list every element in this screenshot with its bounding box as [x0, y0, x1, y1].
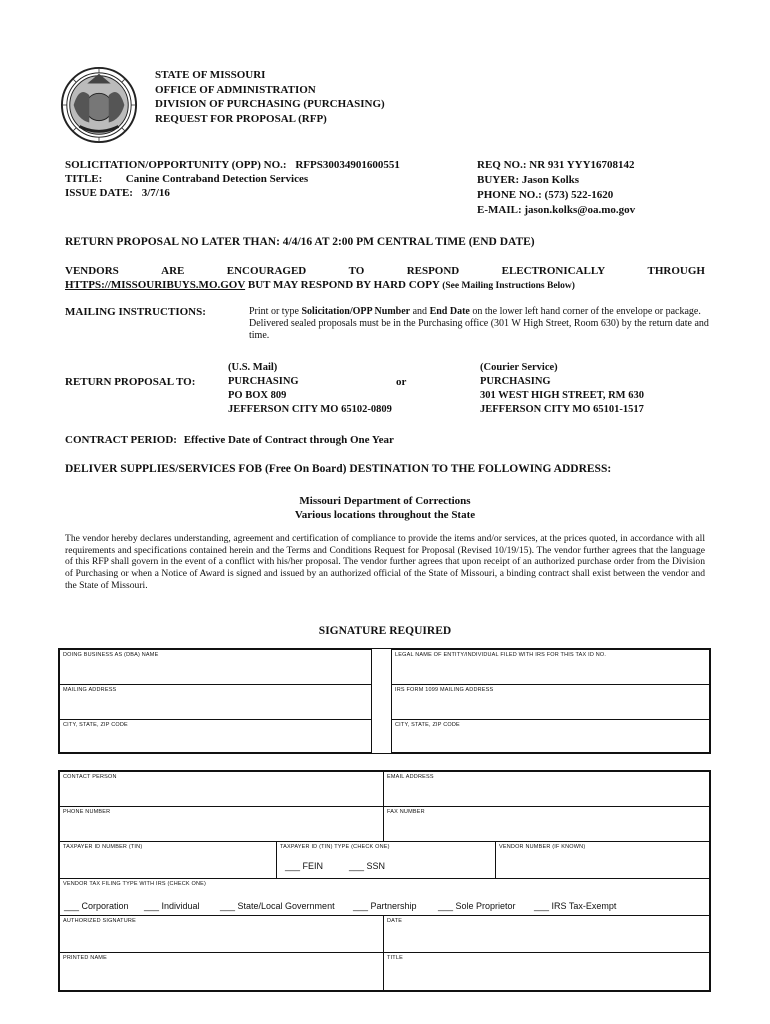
- ssn-checkbox[interactable]: ___ SSN: [349, 861, 386, 871]
- destination-line: Various locations throughout the State: [294, 509, 476, 521]
- field-label: AUTHORIZED SIGNATURE: [63, 918, 136, 924]
- opp-value: RFPS30034901600551: [295, 159, 400, 171]
- deliver-heading: DELIVER SUPPLIES/SERVICES FOB (Free On Board) DESTINATION TO THE FOLLOWING ADDRESS:: [65, 463, 612, 475]
- issue-date-value: 3/7/16: [141, 187, 170, 199]
- city-state-zip-field[interactable]: [59, 719, 372, 753]
- field-label: CITY, STATE, ZIP CODE: [63, 722, 128, 728]
- notice-word: VENDORS: [65, 265, 119, 277]
- org-line: OFFICE OF ADMINISTRATION: [155, 83, 316, 96]
- field-label: EMAIL ADDRESS: [387, 774, 434, 780]
- field-label: VENDOR TAX FILING TYPE WITH IRS (CHECK ONE): [63, 881, 207, 887]
- printed-name-field[interactable]: [59, 952, 384, 991]
- taxpayer-id-field[interactable]: [59, 841, 277, 879]
- filing-option-partnership[interactable]: ___ Partnership: [353, 901, 417, 911]
- filing-option-government[interactable]: ___ State/Local Government: [220, 901, 335, 911]
- vendors-notice-line1: [65, 264, 705, 278]
- address-line: (Courier Service): [480, 362, 558, 373]
- field-label: VENDOR NUMBER (IF KNOWN): [499, 844, 586, 850]
- courier-address: [480, 361, 644, 417]
- opp-number-line: [65, 158, 400, 172]
- contract-period-value: Effective Date of Contract through One Year: [183, 434, 394, 446]
- solicitation-info: [65, 158, 400, 200]
- date-field[interactable]: [383, 915, 710, 953]
- issue-date-label: ISSUE DATE:: [65, 187, 133, 199]
- mailing-instructions-label: MAILING INSTRUCTIONS:: [65, 306, 206, 318]
- signature-required-heading: SIGNATURE REQUIRED: [318, 625, 452, 637]
- address-line: PURCHASING: [228, 376, 299, 387]
- notice-word: ARE: [161, 265, 185, 277]
- us-mail-address: [228, 361, 392, 417]
- title-field[interactable]: [383, 952, 710, 991]
- buyer-label: BUYER:: [477, 174, 520, 186]
- vendor-contact-form: [58, 770, 711, 992]
- address-line: 301 WEST HIGH STREET, RM 630: [480, 390, 644, 401]
- tin-type-field: [276, 841, 496, 879]
- notice-word: THROUGH: [647, 265, 705, 277]
- field-label: MAILING ADDRESS: [63, 687, 117, 693]
- notice-word: TO: [348, 265, 365, 277]
- vendor-declaration: The vendor hereby declares understanding, agreement and certification of compliance to provide the items and/or services, at the prices quoted, in accordance with all requirements and specifications contained herein and the Terms and Conditions Request for Proposal (Revised 10/19/15). The vendor further agrees that the language of this RFP shall govern in the event of a conflict with his/her proposal. The vendor further agrees that upon receipt of an authorized purchase order from the Division of Purchasing or when a Notice of Award is signed and issued by an authorized official of the State of Missouri, a binding contract shall exist between the vendor and the State of Missouri.: [65, 533, 705, 591]
- email-value[interactable]: jason.kolks@oa.mo.gov: [524, 204, 636, 216]
- field-label: FAX NUMBER: [387, 809, 425, 815]
- mailing-instructions-text: [249, 306, 709, 342]
- field-label: CITY, STATE, ZIP CODE: [395, 722, 460, 728]
- field-label: PRINTED NAME: [63, 955, 107, 961]
- address-line: PO BOX 809: [228, 390, 287, 401]
- email-label: E-MAIL:: [477, 204, 522, 216]
- field-label: TITLE: [387, 955, 403, 961]
- return-proposal-to-label: RETURN PROPOSAL TO:: [65, 376, 196, 388]
- address-line: PURCHASING: [480, 376, 551, 387]
- address-line: (U.S. Mail): [228, 362, 278, 373]
- org-line: REQUEST FOR PROPOSAL (RFP): [155, 112, 327, 125]
- mailing-text-bold: Solicitation/OPP Number: [301, 306, 411, 317]
- notice-word: ENCOURAGED: [226, 265, 307, 277]
- missouri-state-seal-icon: [60, 66, 138, 144]
- mailing-text-part: on the lower left hand corner of the envelope or package. Delivered sealed proposals must be in the Purchasing office (301 W High Street, Room 630) by the return date and time.: [249, 306, 709, 341]
- filing-option-tax-exempt[interactable]: ___ IRS Tax-Exempt: [534, 901, 617, 911]
- address-line: JEFFERSON CITY MO 65101-1517: [480, 404, 644, 415]
- fax-number-field[interactable]: [383, 806, 710, 842]
- phone-number-field[interactable]: [59, 806, 384, 842]
- phone-label: PHONE NO.:: [477, 189, 542, 201]
- contract-period: [65, 434, 394, 446]
- opp-label: SOLICITATION/OPPORTUNITY (OPP) NO.:: [65, 159, 287, 171]
- missouribuys-link[interactable]: HTTPS://MISSOURIBUYS.MO.GOV: [65, 279, 246, 291]
- title-label: TITLE:: [65, 173, 103, 185]
- title-line: [65, 172, 400, 186]
- authorized-signature-field[interactable]: [59, 915, 384, 953]
- dba-name-field[interactable]: [59, 649, 372, 685]
- org-line: DIVISION OF PURCHASING (PURCHASING): [155, 98, 385, 110]
- mailing-text-part: Print or type: [249, 306, 302, 317]
- field-label: TAXPAYER ID NUMBER (TIN): [63, 844, 143, 850]
- contact-person-field[interactable]: [59, 771, 384, 807]
- field-label: CONTACT PERSON: [63, 774, 117, 780]
- mailing-text-bold: End Date: [429, 306, 470, 317]
- field-label: PHONE NUMBER: [63, 809, 111, 815]
- field-label: DOING BUSINESS AS (DBA) NAME: [63, 652, 159, 658]
- field-label: IRS FORM 1099 MAILING ADDRESS: [395, 687, 494, 693]
- title-value: Canine Contraband Detection Services: [125, 173, 309, 185]
- return-deadline: RETURN PROPOSAL NO LATER THAN: 4/4/16 AT 2:00 PM CENTRAL TIME (END DATE): [65, 236, 535, 248]
- issue-date-line: [65, 186, 400, 200]
- email-line: [477, 203, 635, 218]
- destination-line: Missouri Department of Corrections: [299, 495, 471, 507]
- req-value: NR 931 YYY16708142: [529, 159, 635, 171]
- field-label: TAXPAYER ID (TIN) TYPE (CHECK ONE): [280, 844, 390, 850]
- irs-mailing-address-field[interactable]: [391, 684, 710, 720]
- address-line: JEFFERSON CITY MO 65102-0809: [228, 404, 392, 415]
- notice-word: RESPOND: [406, 265, 460, 277]
- notice-word: ELECTRONICALLY: [501, 265, 606, 277]
- vendors-notice-line2: [65, 278, 705, 293]
- contract-period-label: CONTRACT PERIOD:: [65, 434, 177, 446]
- destination-address: [65, 494, 705, 522]
- legal-name-field[interactable]: [391, 649, 710, 685]
- notice-rest: BUT MAY RESPOND BY HARD COPY: [245, 279, 443, 291]
- filing-option-corporation[interactable]: ___ Corporation: [64, 901, 129, 911]
- fein-checkbox[interactable]: ___ FEIN: [285, 861, 324, 871]
- tax-filing-type-field: [59, 878, 710, 916]
- org-line: STATE OF MISSOURI: [155, 69, 266, 81]
- req-number-line: [477, 158, 635, 173]
- vendor-identity-form: [58, 648, 711, 754]
- filing-option-sole-proprietor[interactable]: ___ Sole Proprietor: [438, 901, 516, 911]
- mailing-text-part: and: [410, 306, 430, 317]
- irs-city-state-zip-field[interactable]: [391, 719, 710, 753]
- vendor-number-field[interactable]: [495, 841, 710, 879]
- buyer-value: Jason Kolks: [521, 174, 580, 186]
- field-label: DATE: [387, 918, 403, 924]
- phone-value: (573) 522-1620: [544, 189, 614, 201]
- organization-heading: [155, 68, 385, 126]
- notice-see: (See Mailing Instructions Below): [442, 281, 575, 291]
- req-label: REQ NO.:: [477, 159, 527, 171]
- email-address-field[interactable]: [383, 771, 710, 807]
- phone-line: [477, 188, 635, 203]
- vendors-notice: [65, 264, 705, 293]
- or-separator: or: [396, 376, 407, 388]
- request-info: [477, 158, 635, 218]
- mailing-address-field[interactable]: [59, 684, 372, 720]
- filing-option-individual[interactable]: ___ Individual: [144, 901, 200, 911]
- buyer-line: [477, 173, 635, 188]
- field-label: LEGAL NAME OF ENTITY/INDIVIDUAL FILED WITH IRS FOR THIS TAX ID NO.: [395, 652, 607, 658]
